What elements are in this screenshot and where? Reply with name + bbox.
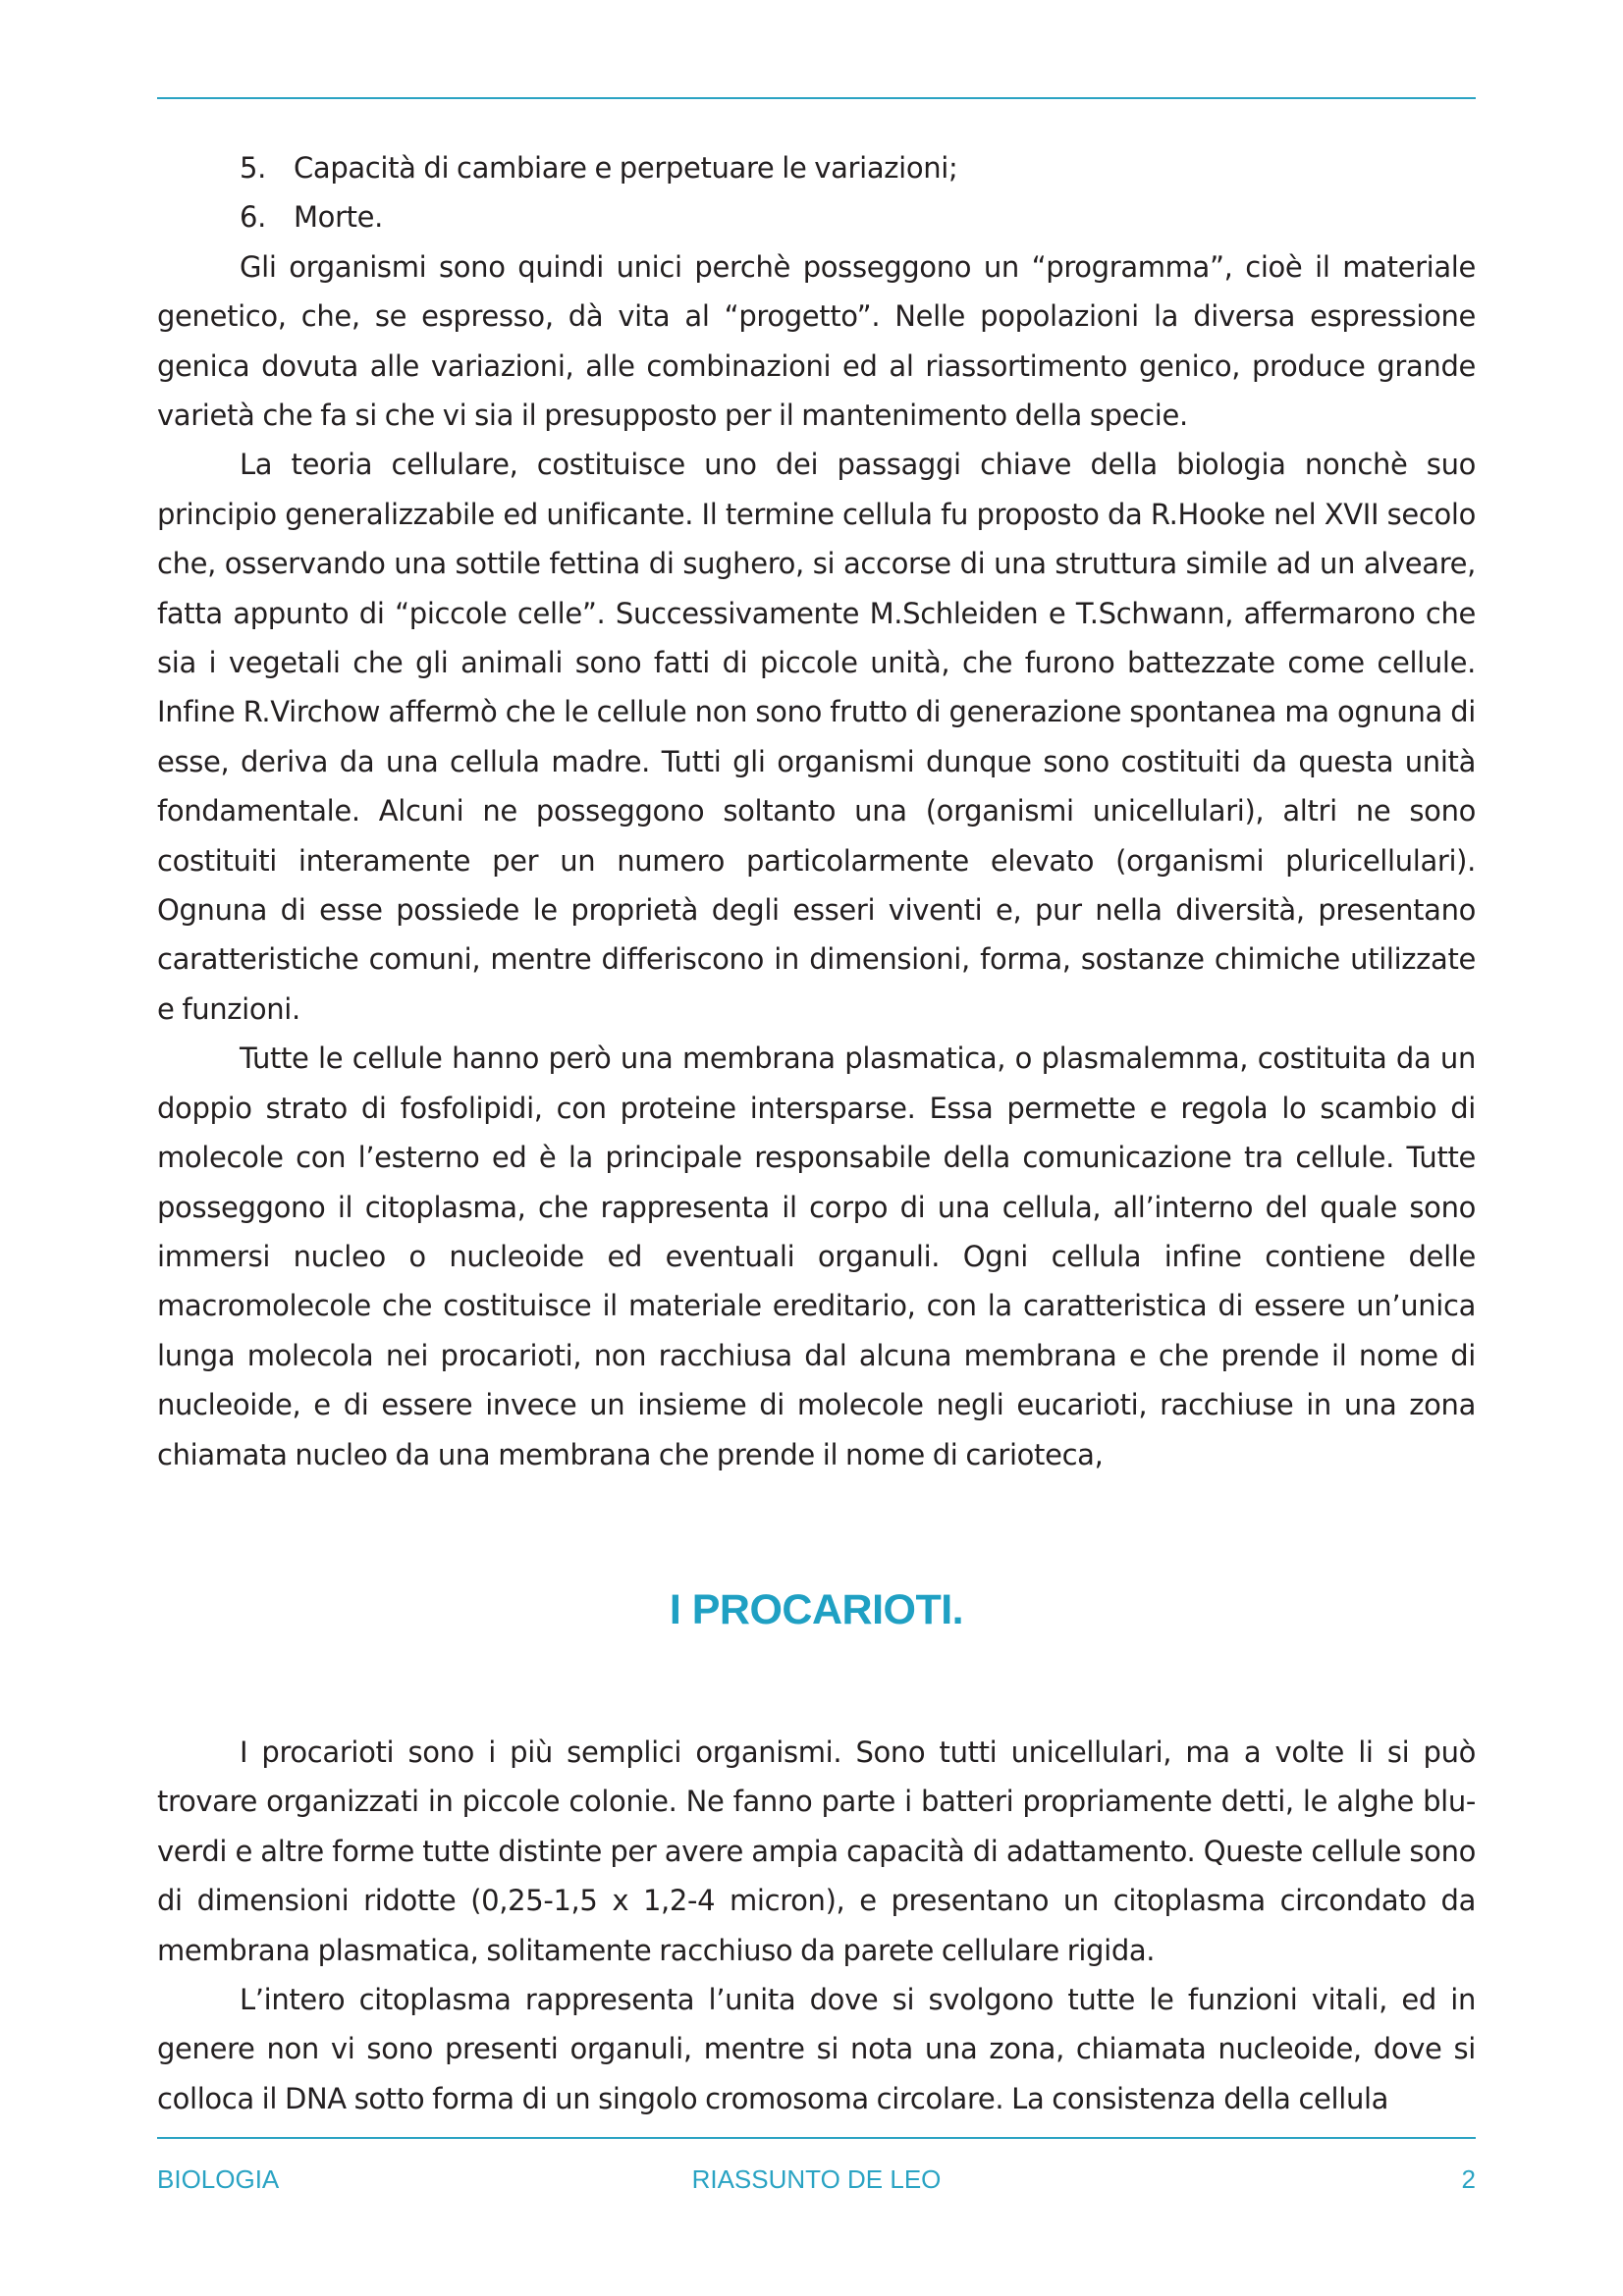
paragraph-cytoplasm: L’intero citoplasma rappresenta l’unita dove si svolgono tutte le funzioni vitali, ed in genere non vi sono presenti organuli, mentre si nota una zona, chiamata nucleoide, dove si colloca il DNA sotto forma di un singolo cromosoma circolare. La consistenza della cellula: [157, 1982, 1476, 2115]
header-rule: [157, 97, 1476, 99]
footer-rule: [157, 2137, 1476, 2139]
footer-subject: BIOLOGIA: [157, 2164, 280, 2194]
paragraph-prokaryotes: I procarioti sono i più semplici organismi. Sono tutti unicellulari, ma a volte li si può trovare organizzati in piccole colonie. Ne fanno parte i batteri propriamente detti, le alghe blu-verdi e altre forme tutte distinte per avere ampia capacità di adattamento. Queste cellule sono di dimensioni ridotte (0,25-1,5 x 1,2-4 micron), e presentano un citoplasma circondato da membrana plasmatica, solitamente racchiuso da parete cellulare rigida.: [157, 1735, 1476, 1967]
footer-title: RIASSUNTO DE LEO: [691, 2164, 942, 2194]
list-item: [157, 143, 1476, 192]
paragraph-cell-membrane: Tutte le cellule hanno però una membrana plasmatica, o plasmalemma, costituita da un doppio strato di fosfolipidi, con proteine intersparse. Essa permette e regola lo scambio di molecole con l’esterno ed è la principale responsabile della comunicazione tra cellule. Tutte posseggono il citoplasma, che rappresenta il corpo di una cellula, all’interno del quale sono immersi nucleo o nucleoide ed eventuali organuli. Ogni cellula infine contiene delle macromolecole che costituisce il materiale ereditario, con la caratteristica di essere un’unica lunga molecola nei procarioti, non racchiusa dal alcuna membrana e che prende il nome di nucleoide, e di essere invece un insieme di molecole negli eucarioti, racchiuse in una zona chiamata nucleo da una membrana che prende il nome di carioteca,: [157, 1041, 1476, 1471]
list-item-number: 5.: [240, 151, 266, 185]
list-item-number: 6.: [240, 200, 266, 235]
paragraph-organisms: Gli organismi sono quindi unici perchè posseggono un “programma”, cioè il materiale genetico, che, se espresso, dà vita al “progetto”. Nelle popolazioni la diversa espressione genica dovuta alle variazioni, alle combinazioni ed al riassortimento genico, produce grande varietà che fa si che vi sia il presupposto per il mantenimento della specie.: [157, 249, 1476, 432]
page-body: [157, 143, 1476, 2123]
list-item: [157, 192, 1476, 241]
page-footer: [157, 2160, 1476, 2199]
page-number: 2: [1461, 2164, 1476, 2194]
section-title: I PROCARIOTI.: [669, 1585, 964, 1633]
section-heading-block: [157, 1479, 1476, 1728]
list-item-text: Morte.: [294, 200, 384, 235]
list-item-text: Capacità di cambiare e perpetuare le variazioni;: [294, 151, 958, 185]
paragraph-cell-theory: La teoria cellulare, costituisce uno dei passaggi chiave della biologia nonchè suo principio generalizzabile ed unificante. Il termine cellula fu proposto da R.Hooke nel XVII secolo che, osservando una sottile fettina di sughero, si accorse di una struttura simile ad un alveare, fatta appunto di “piccole celle”. Successivamente M.Schleiden e T.Schwann, affermarono che sia i vegetali che gli animali sono fatti di piccole unità, che furono battezzate come cellule. Infine R.Virchow affermò che le cellule non sono frutto di generazione spontanea ma ognuna di esse, deriva da una cellula madre. Tutti gli organismi dunque sono costituiti da questa unità fondamentale. Alcuni ne posseggono soltanto una (organismi unicellulari), altri ne sono costituiti interamente per un numero particolarmente elevato (organismi pluricellulari). Ognuna di esse possiede le proprietà degli esseri viventi e, pur nella diversità, presentano caratteristiche comuni, mentre differiscono in dimensioni, forma, sostanze chimiche utilizzate e funzioni.: [157, 448, 1476, 1026]
